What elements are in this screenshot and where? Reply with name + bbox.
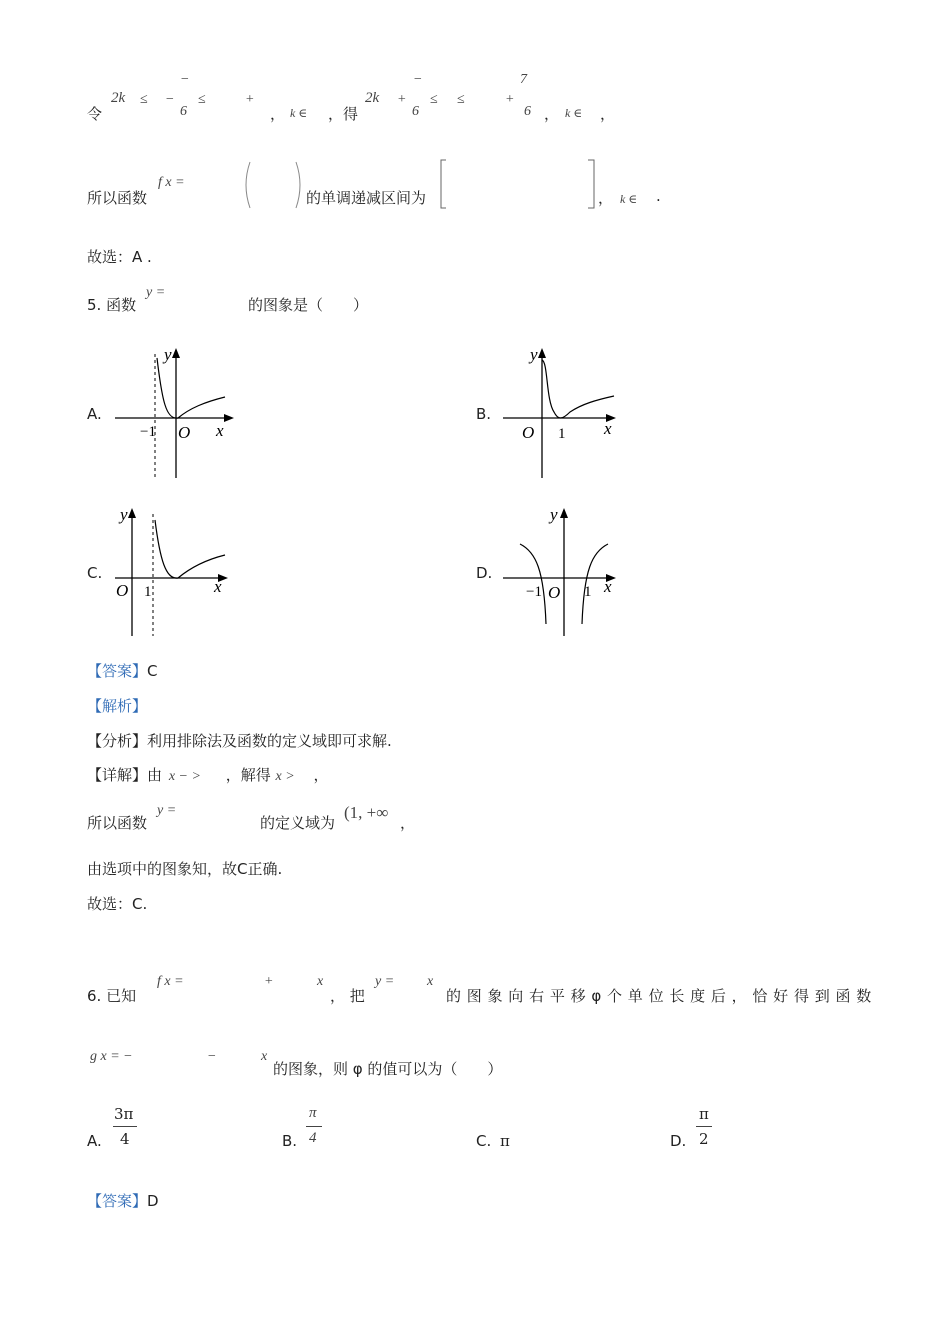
y-label: y (530, 345, 538, 364)
domain-mid: 的定义域为 (260, 814, 336, 832)
x-label: x (604, 577, 612, 596)
q6-option-c-label: C. (476, 1132, 492, 1150)
y-arrow-icon (560, 508, 568, 518)
answer-6 (87, 1190, 159, 1211)
choose-c: 故选：C. (87, 895, 148, 913)
math-le: ≤ (140, 92, 148, 107)
origin-label: O (116, 581, 129, 600)
fenxi-line (87, 730, 392, 751)
q6-x1: x (317, 974, 324, 989)
origin-label: O (548, 583, 561, 602)
xiangjie-ineq: x − > (168, 769, 201, 784)
math-six: 6 (180, 104, 187, 119)
math-plus-2: + (397, 92, 407, 107)
option-a-label: A. (87, 405, 102, 423)
math-fx: f x = (158, 175, 185, 190)
q6-tail: 的 图 象 向 右 平 移 φ 个 单 位 长 度 后 ， 恰 好 得 到 函 数 (446, 987, 872, 1005)
analysis-tag: 【解析】 (87, 697, 148, 715)
interval-brackets (438, 158, 603, 210)
comma-de: ，得 (328, 105, 359, 123)
q5-suffix: 的图象是（ ） (248, 296, 369, 314)
q6-option-d-label: D. (670, 1132, 687, 1150)
q6-g: g x = − (90, 1049, 133, 1064)
domain-prefix: 所以函数 (87, 814, 148, 832)
q6-c-value: π (500, 1132, 510, 1150)
q6-b-den: 4 (309, 1130, 317, 1146)
comma: ， (270, 105, 286, 123)
q6-plus: + (264, 974, 274, 989)
conclusion: 由选项中的图象知，故C正确. (87, 860, 283, 878)
math-k-in-2: k ∈ (565, 106, 583, 120)
xiangjie-pre: 由 (147, 766, 163, 784)
graph-b (498, 340, 628, 480)
tick-1: 1 (584, 584, 592, 600)
math-frac-bar: − (180, 72, 190, 87)
line2-period: . (656, 187, 661, 205)
answer-5 (87, 660, 158, 681)
q6-line2-tail: 的图象，则 φ 的值可以为（ ） (273, 1060, 503, 1078)
curve (157, 358, 225, 418)
y-label: y (164, 345, 172, 364)
answer-tag: 【答案】 (87, 662, 148, 680)
option-b-label: B. (476, 405, 492, 423)
math-2k-b: 2k (365, 90, 380, 106)
x-label: x (216, 421, 224, 440)
choose-a: 故选：A . (87, 248, 152, 266)
graph-c (110, 500, 240, 640)
tick-1: 1 (558, 426, 566, 442)
y-label: y (550, 505, 558, 524)
curve (155, 520, 225, 578)
option-d-label: D. (476, 564, 493, 582)
q6-d-fraction-bar (696, 1126, 712, 1127)
fenxi-tag: 【分析】 (87, 732, 148, 750)
fenxi-text: 利用排除法及函数的定义域即可求解. (147, 732, 392, 750)
math-six-2: 6 (412, 104, 419, 119)
tick-minus-1: −1 (526, 584, 542, 600)
q6-minus: − (207, 1049, 217, 1064)
q6-b-fraction-bar (306, 1126, 322, 1127)
y-arrow-icon (172, 348, 180, 358)
answer-value: C (147, 662, 158, 680)
q6-a-den: 4 (120, 1130, 130, 1148)
line2-comma: ， (598, 189, 614, 207)
xiangjie-end: ， (313, 766, 329, 784)
origin-label: O (522, 423, 535, 442)
math-le3: ≤ (430, 92, 438, 107)
domain-formula: y = (157, 803, 177, 818)
q6-d-den: 2 (699, 1130, 709, 1148)
line2-mid: 的单调递减区间为 (306, 189, 427, 207)
q6-option-b-label: B. (282, 1132, 298, 1150)
math-le4: ≤ (457, 92, 465, 107)
origin-label: O (178, 423, 191, 442)
math-k-in-3: k ∈ (620, 192, 638, 206)
math-k-in: k ∈ (290, 106, 308, 120)
q6-fx: f x = (157, 974, 184, 989)
math-seven: 7 (520, 72, 527, 87)
math-2k: 2k (111, 90, 126, 106)
q6-option-a-label: A. (87, 1132, 102, 1150)
graph-d (498, 500, 628, 640)
tick-minus-1: −1 (140, 424, 156, 440)
q6-d-num: π (699, 1105, 709, 1123)
answer6-value: D (147, 1192, 159, 1210)
tick-1: 1 (144, 584, 152, 600)
math-plus: + (245, 92, 255, 107)
q5-prefix: 5. 函数 (87, 296, 137, 314)
q5-formula: y = (146, 285, 166, 300)
q6-x2: x (427, 974, 434, 989)
x-arrow-icon (224, 414, 234, 422)
q6-b-num: π (309, 1105, 317, 1121)
math-minus: − (165, 92, 175, 107)
xiangjie-res: x > (275, 769, 295, 784)
paren-pair (240, 160, 306, 210)
domain-end: ， (400, 814, 416, 832)
math-plus-3: + (505, 92, 515, 107)
curve (542, 360, 614, 418)
y-label: y (120, 505, 128, 524)
math-frac-bar-2: − (413, 72, 423, 87)
xiangjie-tag: 【详解】 (87, 766, 148, 784)
q6-x3: x (261, 1049, 268, 1064)
y-arrow-icon (128, 508, 136, 518)
q6-a-num: 3π (114, 1105, 134, 1123)
q6-a-fraction-bar (113, 1126, 137, 1127)
graph-a (110, 340, 240, 480)
x-label: x (214, 577, 222, 596)
q6-y-eq: y = (375, 974, 395, 989)
ling-prefix: 令 (87, 105, 103, 123)
math-le2: ≤ (198, 92, 206, 107)
option-c-label: C. (87, 564, 103, 582)
x-label: x (604, 419, 612, 438)
y-arrow-icon (538, 348, 546, 358)
answer6-tag: 【答案】 (87, 1192, 148, 1210)
xiangjie-line (87, 764, 328, 785)
line2-prefix: 所以函数 (87, 189, 148, 207)
xiangjie-mid: ，解得 (225, 766, 271, 784)
comma-3: ， (544, 105, 560, 123)
domain-interval: (1, +∞ (344, 803, 389, 822)
comma-4: ， (600, 105, 616, 123)
q6-ba: ， 把 (330, 987, 365, 1005)
q6-prefix: 6. 已知 (87, 987, 137, 1005)
math-six-3: 6 (524, 104, 531, 119)
